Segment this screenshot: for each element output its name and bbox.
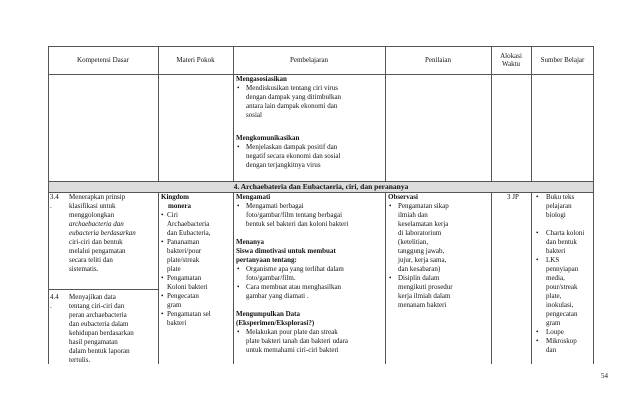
bullet-icon: •: [389, 202, 392, 210]
kd-line: peran archaebacteria: [69, 311, 127, 319]
asos-line: sosial: [246, 111, 262, 119]
grid-line: [48, 46, 594, 47]
mengamati-line: bentuk sel bakteri dan koloni bakteri: [246, 220, 349, 228]
header-materi: Materi Pokok: [176, 55, 215, 64]
grid-line: [48, 74, 594, 75]
bullet-icon: •: [161, 238, 164, 246]
materi-item: Pengamatan sel: [167, 310, 211, 318]
header-alokasi: [491, 46, 531, 74]
sumber-line: Loupe: [546, 328, 564, 336]
header-alokasi-line1: Alokasi: [500, 51, 522, 60]
mengasosiasikan-title: Mengasosiasikan: [236, 75, 287, 83]
materi-item: Pengamatan: [167, 274, 202, 282]
sumber-line: gram: [546, 319, 561, 327]
sumber-line: plate,: [546, 292, 562, 300]
grid-line: [48, 289, 158, 290]
asos-line: Mendiskusikan tentang ciri virus: [246, 84, 338, 92]
materi-item: bakteri: [167, 319, 187, 327]
penilaian-line: jujur, kerja sama,: [398, 256, 447, 264]
grid-line: [48, 46, 49, 182]
materi-item: Archaebacteria: [167, 220, 210, 228]
bullet-icon: •: [161, 292, 164, 300]
kd-number: 4.4: [50, 293, 59, 301]
bullet-icon: •: [536, 328, 539, 336]
kd-line: klasifikasi untuk: [69, 202, 116, 210]
grid-line: [593, 46, 594, 182]
penilaian-line: dan kesabaran): [398, 265, 441, 273]
grid-line: [158, 192, 159, 364]
bullet-icon: •: [161, 274, 164, 282]
materi-item: Ciri: [167, 211, 178, 219]
bullet-icon: •: [237, 84, 240, 92]
penilaian-line: mengikuti prosedur: [398, 283, 453, 291]
sumber-line: dan bentuk: [546, 238, 577, 246]
header-sumber: Sumber Belajar: [540, 55, 585, 64]
mengamati-line: Mengamati berbagai: [246, 202, 304, 210]
materi-item: Koloni bakteri: [167, 283, 208, 291]
kd-line: tentang ciri-ciri dan: [69, 302, 125, 310]
grid-line: [531, 192, 532, 364]
header-pembelajaran: Pembelajaran: [289, 55, 329, 64]
kom-line: Menjelaskan dampak positif dan: [246, 143, 338, 151]
sumber-line: media,: [546, 274, 565, 282]
penilaian-line: Pengamatan sikap: [398, 202, 449, 210]
sumber-line: pelajaran: [546, 202, 572, 210]
grid-line: [48, 192, 594, 193]
mengumpulkan-line: Melakukan pour plate dan streak: [246, 328, 338, 336]
penilaian-line: di laboratorium: [398, 229, 442, 237]
kd-line: melalui pengamatan: [69, 247, 126, 255]
page-number: 54: [601, 372, 608, 380]
section-title: 4. Archaebateria dan Eubactaeria, ciri, dan perananya: [233, 182, 409, 191]
kd-line: ciri-ciri dan bentuk: [69, 238, 123, 246]
materi-item: bakteri/pour: [167, 247, 202, 255]
penilaian-line: tanggung jawab,: [398, 247, 445, 255]
kd-line: kehidupan berdasarkan: [69, 329, 134, 337]
mengumpulkan-title: (Eksperimen/Eksplorasi?): [236, 319, 315, 327]
penilaian-line: (ketelitian,: [398, 238, 429, 246]
grid-line: [491, 46, 492, 182]
bullet-icon: •: [536, 229, 539, 237]
penilaian-line: keselamatan kerja: [398, 220, 449, 228]
bullet-icon: •: [237, 143, 240, 151]
bullet-icon: •: [161, 310, 164, 318]
kd-number-dot: .: [50, 302, 52, 310]
bullet-icon: •: [237, 202, 240, 210]
kd-line: dalam bentuk laporan: [69, 347, 130, 355]
grid-line: [531, 46, 532, 182]
materi-item: Pananaman: [167, 238, 200, 246]
kd-line: dan eubacteria dalam: [69, 320, 129, 328]
grid-line: [158, 46, 159, 182]
grid-line: [48, 181, 594, 182]
grid-line: [593, 192, 594, 364]
mengumpulkan-line: plate bakteri tanah dan bakteri udara: [246, 337, 349, 345]
materi-title: monera: [168, 202, 191, 210]
header-kompetensi: Kompetensi Dasar: [77, 55, 129, 64]
materi-title: Kingdom: [161, 193, 190, 201]
menanya-title: Menanya: [236, 238, 264, 246]
header-alokasi-line2: Waktu: [501, 60, 521, 68]
penilaian-line: ilmiah dan: [398, 211, 428, 219]
sumber-line: Mikroskop: [546, 337, 577, 345]
bullet-icon: •: [536, 193, 539, 201]
penilaian-line: Disiplin dalam: [398, 274, 440, 282]
grid-line: [491, 192, 492, 364]
mengamati-title: Mengamati: [236, 193, 271, 201]
kd-line: tertulis.: [69, 356, 91, 364]
sumber-line: bakteri: [546, 247, 566, 255]
bullet-icon: •: [237, 283, 240, 291]
materi-item: Pengecatan: [167, 292, 199, 300]
bullet-icon: •: [389, 274, 392, 282]
kd-line: menggolongkan: [69, 211, 115, 219]
asos-line: dengan dampak yang ditimbulkan: [246, 93, 342, 101]
sumber-line: Buku teks: [546, 193, 575, 201]
grid-line: [385, 192, 386, 364]
materi-item: dan Eubacteria,: [167, 229, 211, 237]
mengumpulkan-line: untuk memahami ciri-ciri bakteri: [246, 346, 339, 354]
kd-line: eubacteria berdasarkan: [69, 229, 136, 237]
bullet-icon: •: [237, 265, 240, 273]
sumber-line: LKS: [546, 256, 560, 264]
menanya-sub: Siswa dimotivasi untuk membuat: [236, 247, 336, 255]
sumber-line: Charta koloni: [546, 229, 585, 237]
header-penilaian: Penilaian: [424, 55, 452, 64]
kd-number-dot: .: [50, 202, 52, 210]
asos-line: antara lain dampak ekonomi dan: [246, 102, 338, 110]
bullet-icon: •: [237, 328, 240, 336]
kd-number: 3.4: [50, 193, 59, 201]
alokasi-waktu: 3 JP: [507, 193, 519, 201]
kd-line: Menerapkan prinsip: [69, 193, 126, 201]
bullet-icon: •: [536, 337, 539, 345]
grid-line: [385, 46, 386, 182]
sumber-line: pour/streak: [546, 283, 578, 291]
menanya-line: gambar yang diamati .: [246, 292, 309, 300]
sumber-line: dan: [546, 346, 557, 354]
bullet-icon: •: [536, 256, 539, 264]
materi-item: plate: [167, 265, 181, 273]
bullet-icon: •: [161, 211, 164, 219]
mengkomunikasikan-title: Mengkomunikasikan: [236, 134, 300, 142]
penilaian-line: kerja ilmiah dalam: [398, 292, 451, 300]
kd-line: Menyajikan data: [69, 293, 116, 301]
mengamati-line: foto/gambar/film tentang berbagai: [246, 211, 343, 219]
materi-item: plate/streak: [167, 256, 200, 264]
grid-line: [233, 192, 234, 364]
kom-line: negatif secara ekonomi dan sosial: [246, 152, 341, 160]
grid-line: [48, 192, 49, 364]
kd-line: secara teliti dan: [69, 256, 113, 264]
kd-line: hasil pengamatan: [69, 338, 118, 346]
menanya-line: foto/gambar/film.: [246, 274, 296, 282]
kd-line: archaebacteria dan: [69, 220, 124, 228]
sumber-line: biologi: [546, 211, 566, 219]
menanya-sub: pertanyaan tentang:: [236, 256, 297, 264]
kd-line: sistematis.: [69, 265, 99, 273]
sumber-line: pennyiapan: [546, 265, 579, 273]
grid-line: [233, 46, 234, 182]
menanya-line: Cara membuat atau menghasilkan: [246, 283, 342, 291]
sumber-line: inokulasi,: [546, 301, 574, 309]
kom-line: dengan terjangkitnya virus: [246, 161, 321, 169]
observasi-title: Observasi: [388, 193, 418, 201]
sumber-line: pengecatan: [546, 310, 578, 318]
materi-item: gram: [167, 301, 182, 309]
menanya-line: Organisme apa yang terlihat dalam: [246, 265, 344, 273]
penilaian-line: menanam bakteri: [398, 301, 447, 309]
mengumpulkan-title: Mengumpulkan Data: [236, 310, 300, 318]
